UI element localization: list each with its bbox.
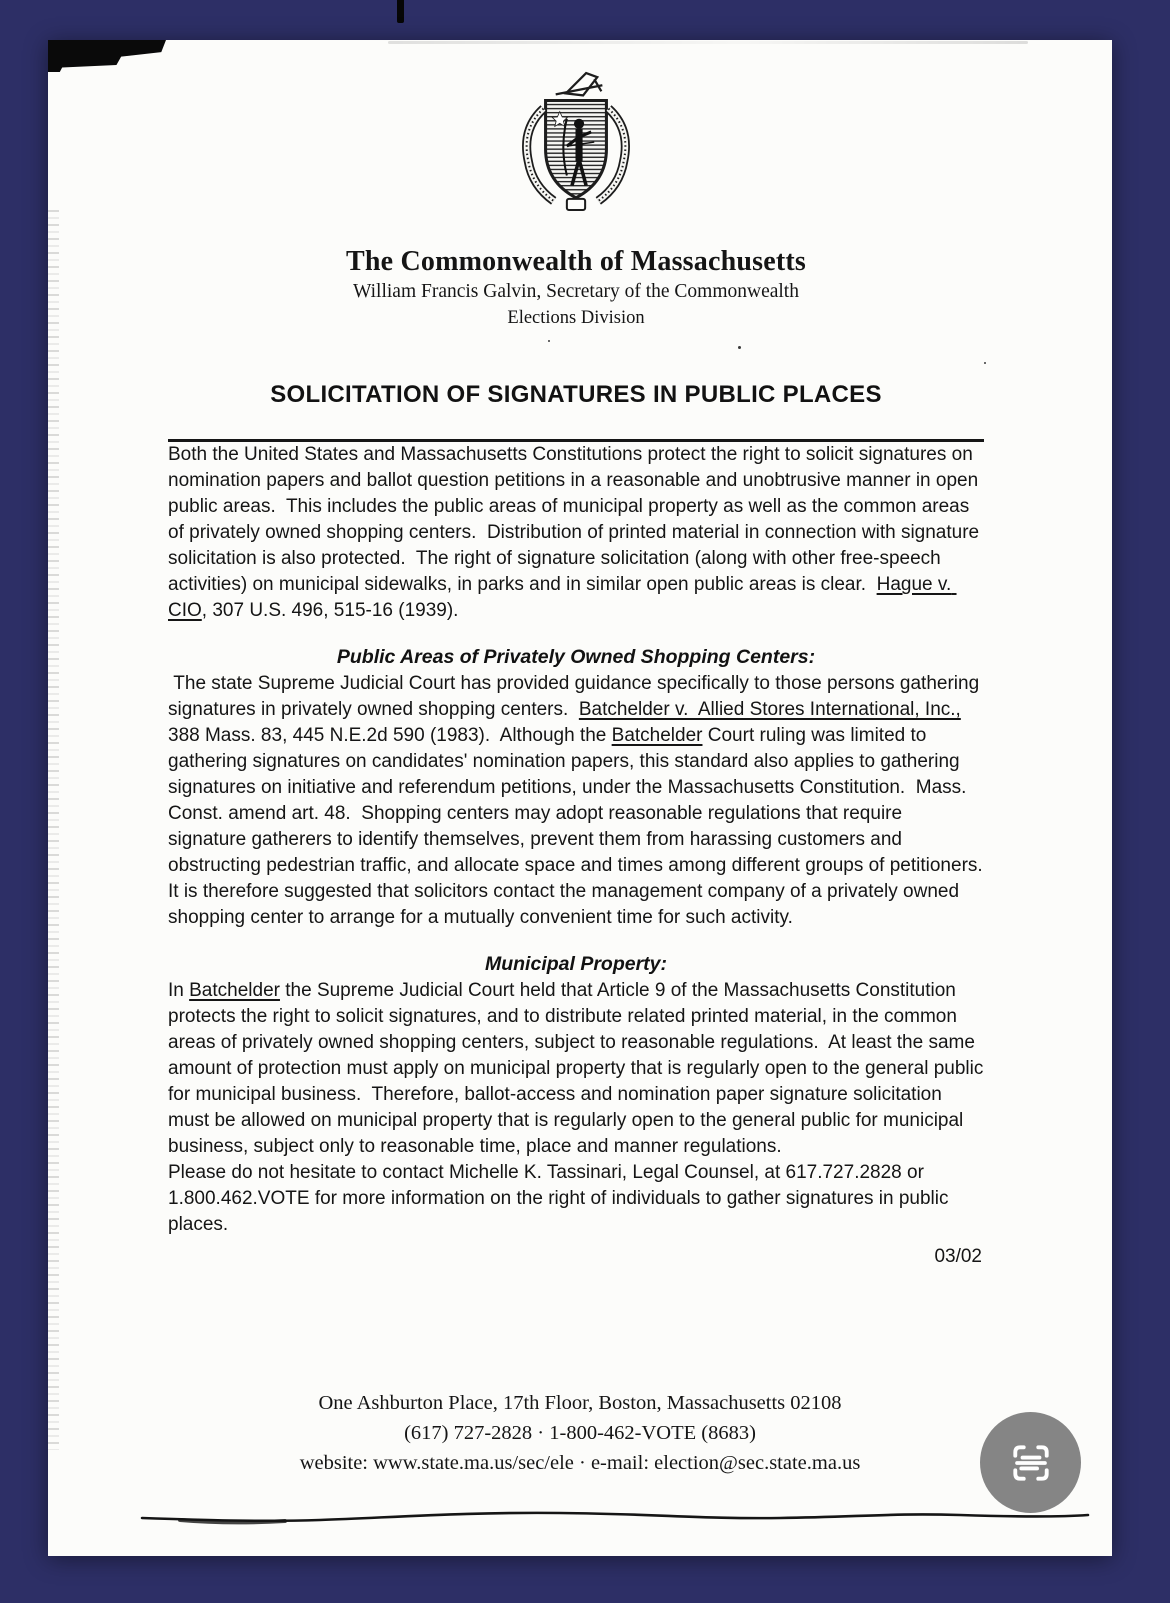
section-heading-shopping-centers: Public Areas of Privately Owned Shopping Centers: [336,646,816,669]
document-scan-icon [1002,1434,1060,1492]
scan-artifact-tick [397,0,404,23]
intro-paragraph: Both the United States and Massachusetts Constitutions protect the right to solicit signatures on nomination papers and ballot question petitions in a reasonable and unobtrusive manner in open public areas. This includes the public areas of municipal property as well as the common areas of privately owned shopping centers. Distribution of printed material in connection with signature solicitation is also protected. The right of signature solicitation (along with other free-speech activities) on municipal sidewalks, in parks and in similar open public areas is clear. Hague v. CIO, 307 U.S. 496, 515-16 (1939). [168,444,985,622]
scanned-document-page [48,40,1112,1556]
letterhead-division: Elections Division [507,308,645,329]
section-heading-municipal-property: Municipal Property: [484,953,668,976]
letterhead-officer: William Francis Galvin, Secretary of the Commonwealth [353,281,799,303]
massachusetts-state-seal-icon [505,66,647,236]
scan-edge-smudge [388,41,1028,44]
letterhead-org: The Commonwealth of Massachusetts [345,246,807,278]
scan-speck [548,340,550,342]
scan-speck [984,362,986,364]
scan-speck [738,346,741,349]
scan-edge-streaks [48,210,59,1450]
scan-button[interactable] [980,1412,1081,1513]
section-body-shopping-centers: The state Supreme Judicial Court has provided guidance specifically to those persons gathering signatures in privately owned shopping centers. Batchelder v. Allied Stores International, Inc., 388 Mass. 83, 445 N.E.2d 590 (1983). Although the Batchelder Court ruling was limited to gathering signatures on candidates' nomination papers, this standard also applies to gathering signatures on initiative and referendum petitions, under the Massachusetts Constitution. Mass. Const. amend art. 48. Shopping centers may adopt reasonable regulations that require signature gatherers to identify themselves, prevent them from harassing customers and obstructing pedestrian traffic, and allocate space and times among different groups of petitioners. It is therefore suggested that solicitors contact the management company of a privately owned shopping center to arrange for a mutually convenient time for such activity. [168,673,994,929]
section-body-municipal-property: In Batchelder the Supreme Judicial Court held that Article 9 of the Massachusetts Constitution protects the right to solicit signatures, and to distribute related printed material, in the common areas of privately owned shopping centers, subject to reasonable regulations. At least the same amount of protection must apply on municipal property that is regularly open to the general public for municipal business. Therefore, ballot-access and nomination paper signature solicitation must be allowed on municipal property that is regularly open to the general public for municipal business, subject only to reasonable time, place and manner regulations. [168,980,989,1158]
footer-address: One Ashburton Place, 17th Floor, Boston, Massachusetts 02108 [318,1392,842,1414]
footer-phones: (617) 727-2828 · 1-800-462-VOTE (8683) [404,1422,756,1444]
contact-paragraph: Please do not hesitate to contact Michelle K. Tassinari, Legal Counsel, at 617.727.2828 or 1.800.462.VOTE for more information on the right of individuals to gather signatures in public places. [168,1162,954,1236]
footer-address-block [48,1388,1112,1478]
document-title: SOLICITATION OF SIGNATURES IN PUBLIC PLACES [270,381,882,409]
revision-date: 03/02 [934,1246,982,1268]
footer-web-email: website: www.state.ma.us/sec/ele · e-mail: election@sec.state.ma.us [299,1452,861,1474]
scan-artifact-bottom-line [140,1508,1090,1526]
